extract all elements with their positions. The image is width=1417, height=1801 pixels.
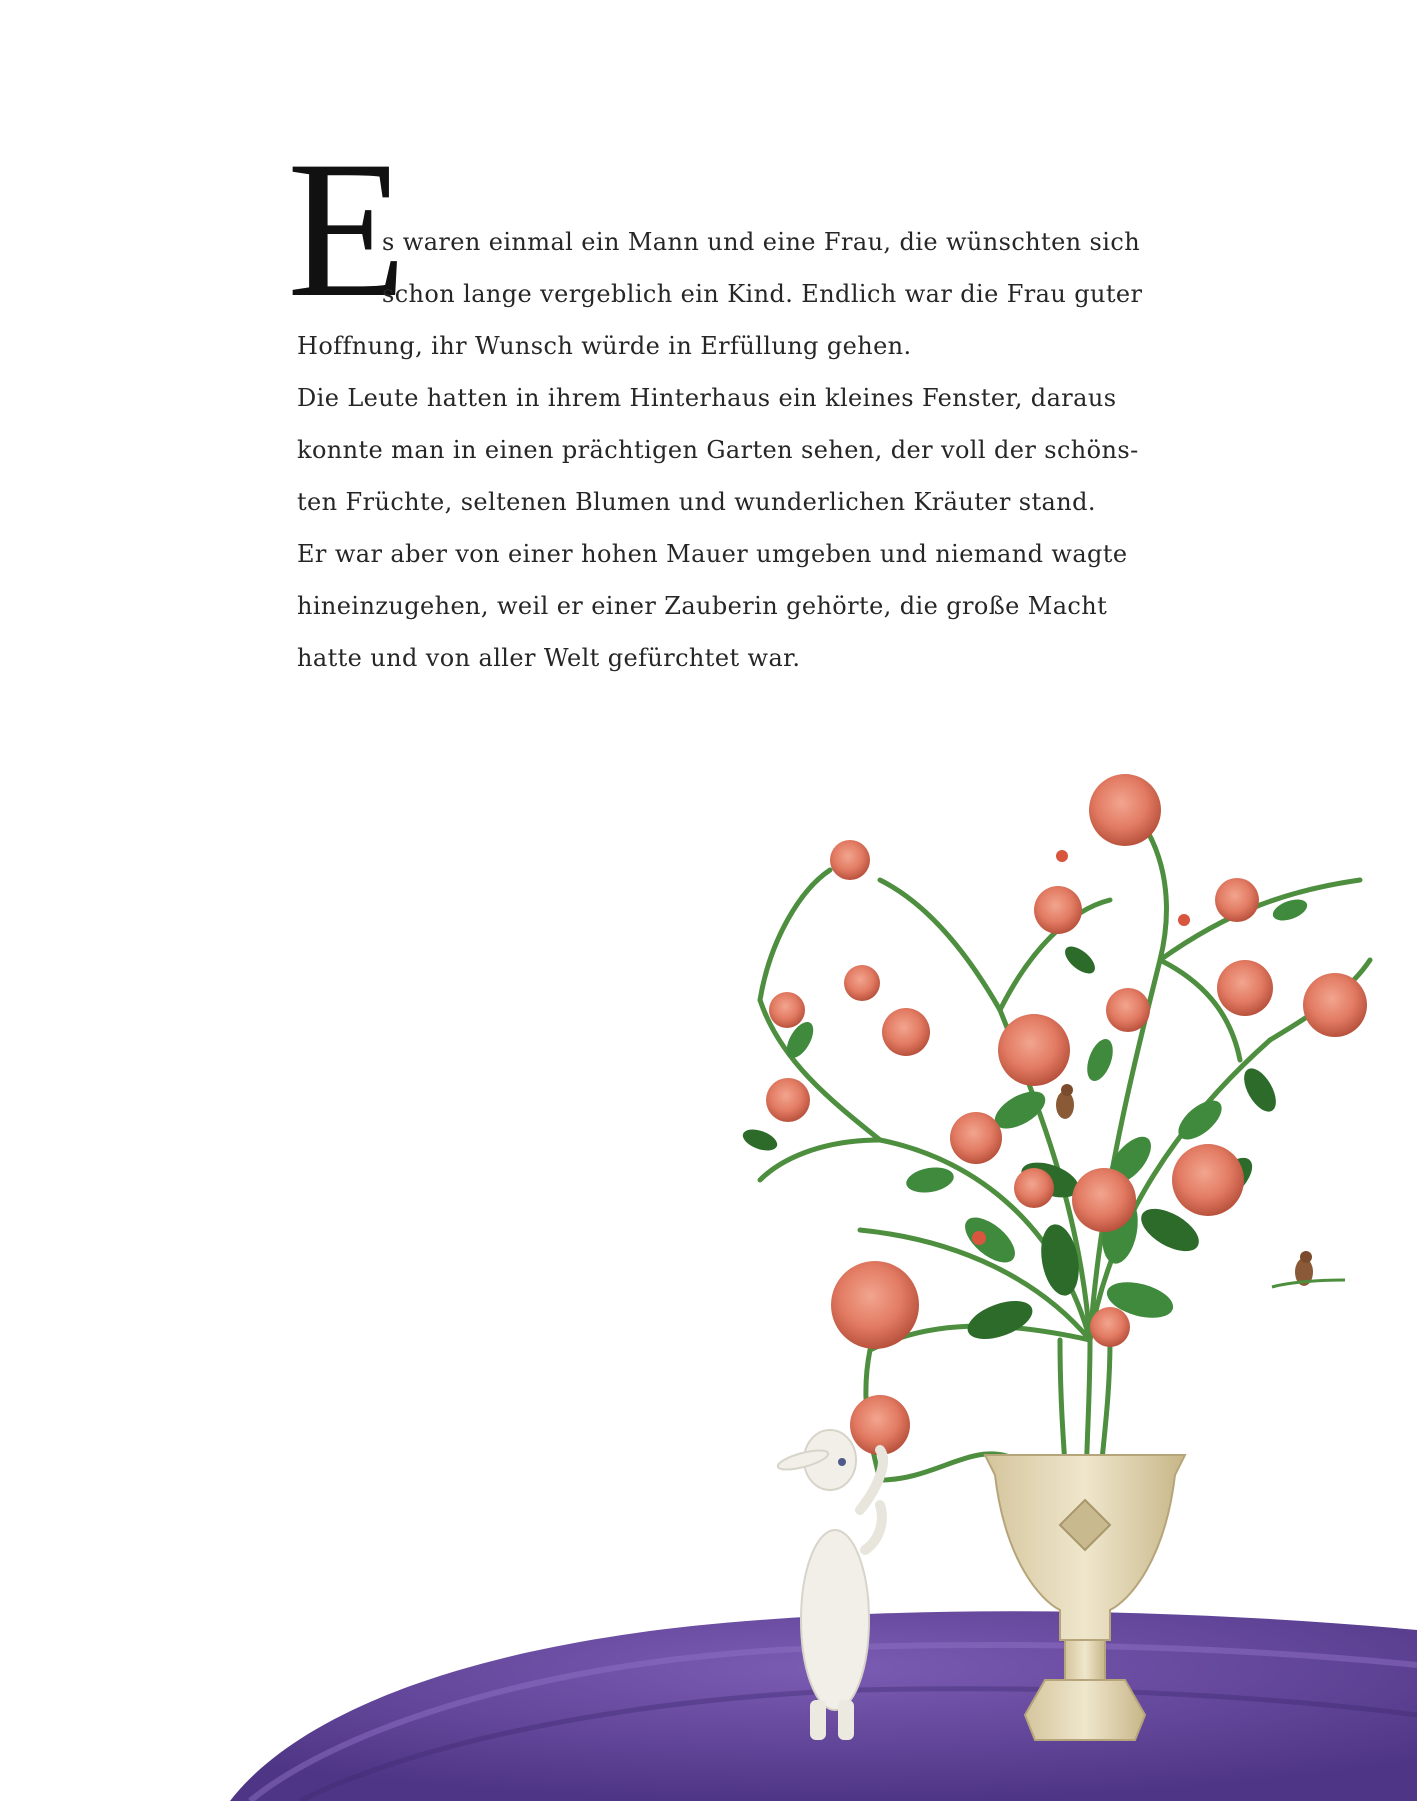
text-line-8: hineinzugehen, weil er einer Zauberin gehörte, die große Macht — [297, 592, 1108, 620]
rose-7 — [769, 992, 805, 1028]
rose-3 — [1034, 886, 1082, 934]
rose-5 — [844, 965, 880, 1001]
rose-garden-illustration — [0, 760, 1417, 1801]
rose-2 — [830, 840, 870, 880]
rose-13 — [950, 1112, 1002, 1164]
rose-12 — [766, 1078, 810, 1122]
rose-18 — [1090, 1307, 1130, 1347]
text-line-6: ten Früchte, seltenen Blumen und wunderlichen Kräuter stand. — [297, 488, 1096, 516]
text-line-9: hatte und von aller Welt gefürchtet war. — [297, 644, 801, 672]
rose-9 — [1106, 988, 1150, 1032]
text-line-5: konnte man in einen prächtigen Garten sehen, der voll der schöns- — [297, 436, 1139, 464]
rose-14 — [1014, 1168, 1054, 1208]
text-line-2: schon lange vergeblich ein Kind. Endlich war die Frau guter — [382, 280, 1143, 308]
rose-11 — [1303, 973, 1367, 1037]
rose-17 — [831, 1261, 919, 1349]
drop-cap-letter: E — [287, 121, 407, 338]
rose-6 — [882, 1008, 930, 1056]
rose-8 — [998, 1014, 1070, 1086]
rose-16 — [1172, 1144, 1244, 1216]
text-line-7: Er war aber von einer hohen Mauer umgeben und niemand wagte — [297, 540, 1128, 568]
rose-4 — [1215, 878, 1259, 922]
rose-leaves — [740, 895, 1310, 1346]
rose-1 — [1089, 774, 1161, 846]
rose-15 — [1072, 1168, 1136, 1232]
small-bird-perched — [1272, 1251, 1345, 1287]
rose-10 — [1217, 960, 1273, 1016]
text-line-4: Die Leute hatten in ihrem Hinterhaus ein kleines Fenster, daraus — [297, 384, 1117, 412]
text-line-1: s waren einmal ein Mann und eine Frau, die wünschten sich — [382, 228, 1141, 256]
text-line-3: Hoffnung, ihr Wunsch würde in Erfüllung gehen. — [297, 332, 912, 360]
small-bird — [1056, 1084, 1074, 1119]
